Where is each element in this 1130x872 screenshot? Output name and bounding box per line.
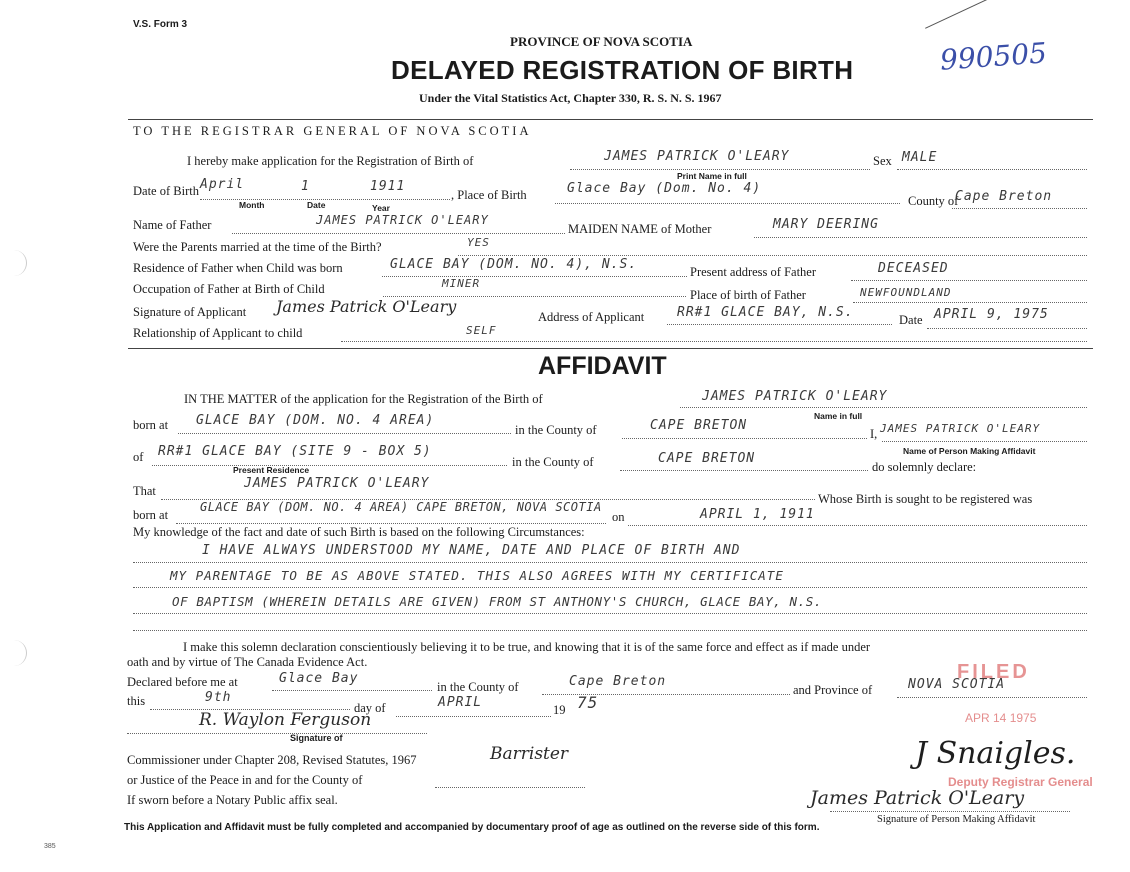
declared-at-value: Glace Bay	[279, 671, 359, 686]
day-value: 9th	[205, 690, 232, 705]
solemn-declaration-line-2: oath and by virtue of The Canada Evidence Act.	[127, 655, 368, 669]
on-value: APRIL 1, 1911	[700, 507, 815, 522]
circumstances-line-1: I HAVE ALWAYS UNDERSTOOD MY NAME, DATE AND PLACE OF BIRTH AND	[202, 543, 741, 558]
filed-stamp-date: APR 14 1975	[965, 711, 1037, 725]
residence-label: Residence of Father when Child was born	[133, 261, 343, 275]
solemn-declaration-line-1: I make this solemn declaration conscientiously believing it to be true, and knowing that it is of the same force and effect as if made under	[183, 640, 871, 654]
applicant-signature: James Patrick O'Leary	[276, 297, 457, 316]
knowledge-label: My knowledge of the fact and date of such Birth is based on the following Circumstances:	[133, 525, 585, 539]
mother-label: MAIDEN NAME of Mother	[568, 222, 712, 236]
relationship-label: Relationship of Applicant to child	[133, 326, 303, 340]
that-label: That	[133, 484, 156, 498]
present-address-value: DECEASED	[878, 261, 949, 276]
registrar-line: TO THE REGISTRAR GENERAL OF NOVA SCOTIA	[133, 124, 532, 138]
affidavit-county-label: in the County of	[515, 423, 597, 437]
form-code: 385	[44, 843, 56, 850]
dob-day-value: 1	[301, 179, 310, 194]
declared-county-value: Cape Breton	[569, 674, 667, 689]
form-subtitle: Under the Vital Statistics Act, Chapter 330, R. S. N. S. 1967	[419, 91, 722, 105]
province-heading: PROVINCE OF NOVA SCOTIA	[510, 34, 693, 49]
child-name-value: JAMES PATRICK O'LEARY	[604, 149, 790, 164]
dob-month-value: April	[200, 177, 245, 192]
application-date-value: APRIL 9, 1975	[934, 307, 1049, 322]
year-value: 75	[577, 693, 599, 712]
county-label: County of	[908, 194, 959, 208]
circumstances-line-3: OF BAPTISM (WHEREIN DETAILS ARE GIVEN) FROM ST ANTHONY'S CHURCH, GLACE BAY, N.S.	[172, 594, 823, 609]
married-value: YES	[467, 236, 490, 249]
on-label: on	[612, 510, 625, 524]
punch-hole-mark	[0, 250, 27, 276]
father-name-value: JAMES PATRICK O'LEARY	[316, 213, 489, 227]
residence-value: GLACE BAY (DOM. NO. 4), N.S.	[390, 257, 638, 272]
affiant-signature: James Patrick O'Leary	[810, 787, 1025, 809]
affidavit-county2-value: CAPE BRETON	[658, 451, 756, 466]
print-name-sub: Print Name in full	[677, 171, 747, 181]
pob-label: , Place of Birth	[451, 188, 527, 202]
footer-note: This Application and Affidavit must be fully completed and accompanied by documentary proof of age as outlined on the reverse side of this form.	[124, 822, 820, 833]
commissioner-line-2: or Justice of the Peace in and for the County of	[127, 773, 363, 787]
registration-number: 990505	[938, 36, 1048, 77]
declared-at-label: Declared before me at	[127, 675, 238, 689]
commissioner-line-1: Commissioner under Chapter 208, Revised Statutes, 1967	[127, 753, 417, 767]
affidavit-heading: AFFIDAVIT	[538, 352, 667, 380]
check-mark	[925, 0, 989, 29]
form-title: DELAYED REGISTRATION OF BIRTH	[391, 55, 854, 85]
that-value: JAMES PATRICK O'LEARY	[244, 476, 430, 491]
of-value: RR#1 GLACE BAY (SITE 9 - BOX 5)	[158, 444, 432, 459]
intro-label: I hereby make application for the Registration of Birth of	[187, 154, 474, 168]
province-value: NOVA SCOTIA	[908, 677, 1006, 692]
father-pob-value: NEWFOUNDLAND	[860, 286, 952, 299]
this-label: this	[127, 694, 146, 708]
affidavit-county2-label: in the County of	[512, 455, 594, 469]
affiant-signature-sub: Signature of Person Making Affidavit	[877, 814, 1036, 825]
pob-value: Glace Bay (Dom. No. 4)	[567, 181, 762, 196]
applicant-address-label: Address of Applicant	[538, 310, 645, 324]
registrar-title: Deputy Registrar General	[948, 775, 1093, 789]
occupation-label: Occupation of Father at Birth of Child	[133, 282, 325, 296]
day-of-label: day of	[354, 701, 386, 715]
father-pob-label: Place of birth of Father	[690, 288, 806, 302]
born-at-value: GLACE BAY (DOM. NO. 4 AREA)	[196, 413, 435, 428]
mother-value: MARY DEERING	[773, 217, 879, 232]
dob-year-value: 1911	[370, 179, 406, 194]
application-date-label: Date	[899, 313, 923, 327]
present-residence-sub: Present Residence	[233, 465, 310, 475]
county-value: Cape Breton	[955, 189, 1053, 204]
dob-label: Date of Birth	[133, 184, 199, 198]
commissioner-title: Barrister	[490, 744, 569, 764]
of-label: of	[133, 450, 144, 464]
occupation-value: MINER	[442, 277, 481, 290]
year-sub: Year	[372, 203, 390, 213]
registrar-signature: J Snaigles.	[915, 736, 1076, 771]
date-sub: Date	[307, 200, 326, 210]
declare-label: do solemnly declare:	[872, 460, 977, 474]
present-address-label: Present address of Father	[690, 265, 817, 279]
province-label: and Province of	[793, 683, 873, 697]
form-number: V.S. Form 3	[133, 19, 188, 30]
father-name-label: Name of Father	[133, 218, 212, 232]
name-in-full-sub: Name in full	[814, 411, 863, 421]
filed-stamp: FILED	[957, 661, 1030, 683]
applicant-address-value: RR#1 GLACE BAY, N.S.	[677, 305, 854, 320]
sex-label: Sex	[873, 154, 892, 168]
whose-birth-label: Whose Birth is sought to be registered was	[818, 492, 1033, 506]
notary-note: If sworn before a Notary Public affix seal.	[127, 793, 338, 807]
month-sub: Month	[239, 200, 265, 210]
affidavit-intro: IN THE MATTER of the application for the Registration of the Birth of	[184, 392, 543, 406]
declared-county-label: in the County of	[437, 680, 519, 694]
affidavit-county-value: CAPE BRETON	[650, 418, 748, 433]
affidavit-child-name-value: JAMES PATRICK O'LEARY	[702, 389, 888, 404]
month-value: APRIL	[438, 695, 483, 710]
circumstances-line-2: MY PARENTAGE TO BE AS ABOVE STATED. THIS ALSO AGREES WITH MY CERTIFICATE	[170, 568, 784, 583]
married-label: Were the Parents married at the time of the Birth?	[133, 240, 382, 254]
commissioner-signature: R. Waylon Ferguson	[199, 710, 372, 730]
i-label: I,	[870, 427, 878, 441]
born-at2-label: born at	[133, 508, 169, 522]
sex-value: MALE	[902, 150, 938, 165]
born-at-label: born at	[133, 418, 169, 432]
person-making-affidavit-sub: Name of Person Making Affidavit	[903, 446, 1036, 456]
affiant-name-value: JAMES PATRICK O'LEARY	[880, 422, 1041, 435]
year-prefix: 19	[553, 703, 566, 717]
born-at2-value: GLACE BAY (DOM. NO. 4 AREA) CAPE BRETON, NOVA SCOTIA	[200, 500, 602, 514]
punch-hole-mark	[0, 640, 27, 666]
signature-of-sub: Signature of	[290, 733, 343, 743]
applicant-signature-label: Signature of Applicant	[133, 305, 247, 319]
relationship-value: SELF	[466, 324, 497, 337]
